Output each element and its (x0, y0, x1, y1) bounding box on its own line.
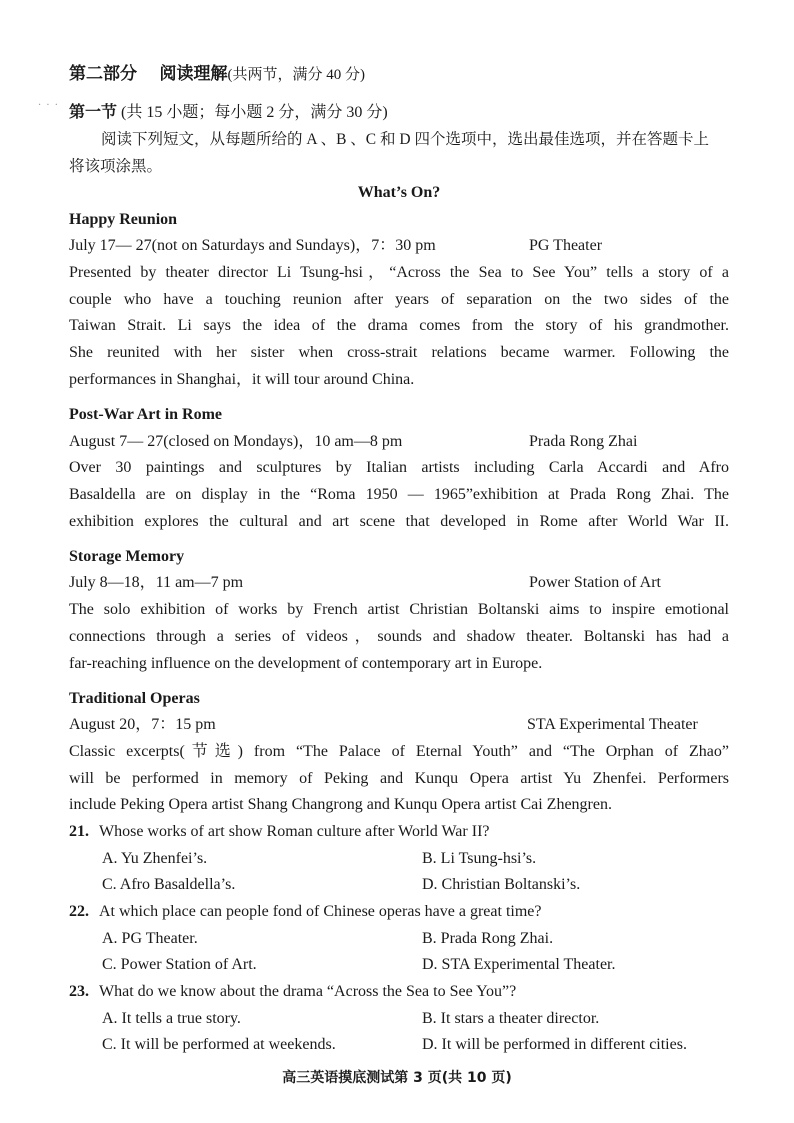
section-title: 第一节 (69, 104, 118, 121)
part-header (69, 64, 729, 85)
event-description-line: connections through a series of videos，sounds and shadow theater. Boltanski has had a (69, 628, 729, 645)
question-text: Whose works of art show Roman culture after World War II? (99, 823, 490, 840)
event-time: July 8—18，11 am—7 pm (69, 574, 244, 591)
event-time: August 20，7：15 pm (69, 716, 216, 733)
question-22 (69, 902, 729, 922)
event-time: August 7— 27(closed on Mondays)，10 am—8 pm (69, 433, 403, 450)
question-number: 21. (69, 823, 89, 840)
page-footer: 高三英语摸底测试第 3 页(共 10 页) (282, 1070, 512, 1086)
question-21 (69, 822, 729, 842)
option-c[interactable]: C. Afro Basaldella’s. (102, 876, 236, 893)
question-number: 22. (69, 903, 89, 920)
event-description-line: far-reaching influence on the development of contemporary art in Europe. (69, 655, 543, 672)
event-description-line: The solo exhibition of works by French artist Christian Boltanski aims to inspire emotional (69, 601, 729, 618)
event-description-line: will be performed in memory of Peking and Kunqu Opera artist Yu Zhenfei. Performers (69, 770, 729, 787)
event-venue: STA Experimental Theater (527, 716, 698, 733)
event-name-storage-memory: Storage Memory (69, 548, 185, 565)
option-a[interactable]: A. PG Theater. (102, 930, 198, 947)
option-d[interactable]: D. It will be performed in different cities. (422, 1036, 687, 1053)
event-description-line: couple who have a touching reunion after years of separation on the two sides of the (69, 291, 729, 308)
question-23 (69, 982, 729, 1002)
event-description-line: Classic excerpts(节选) from “The Palace of Eternal Youth” and “The Orphan of Zhao” (69, 743, 729, 760)
part-title: 第二部分 (69, 64, 137, 83)
section-header (69, 103, 729, 123)
part-note: (共两节，满分 40 分) (227, 67, 365, 83)
option-c[interactable]: C. It will be performed at weekends. (102, 1036, 336, 1053)
section-note: (共 15 小题；每小题 2 分，满分 30 分) (121, 104, 388, 121)
event-venue: Prada Rong Zhai (529, 433, 638, 450)
event-description-line: Taiwan Strait. Li says the idea of the drama comes from the story of his grandmother. (69, 317, 729, 334)
question-number: 23. (69, 983, 89, 1000)
option-a[interactable]: A. Yu Zhenfei’s. (102, 850, 208, 867)
event-name-post-war-art: Post-War Art in Rome (69, 406, 223, 423)
option-d[interactable]: D. Christian Boltanski’s. (422, 876, 581, 893)
question-text: What do we know about the drama “Across the Sea to See You”? (99, 983, 517, 1000)
option-a[interactable]: A. It tells a true story. (102, 1010, 241, 1027)
event-time: July 17— 27(not on Saturdays and Sundays)，7：30 pm (69, 237, 436, 254)
event-description-line: Presented by theater director Li Tsung-hsi，“Across the Sea to See You” tells a story of a (69, 264, 729, 281)
option-b[interactable]: B. It stars a theater director. (422, 1010, 600, 1027)
article-title: What’s On? (357, 184, 441, 201)
event-name-traditional-operas: Traditional Operas (69, 690, 200, 707)
event-name-happy-reunion: Happy Reunion (69, 211, 178, 228)
event-description-line: Basaldella are on display in the “Roma 1950 — 1965”exhibition at Prada Rong Zhai. The (69, 486, 729, 503)
margin-mark: · · · (38, 100, 59, 111)
event-description-line: performances in Shanghai，it will tour around China. (69, 371, 415, 388)
event-description-line: Over 30 paintings and sculptures by Italian artists including Carla Accardi and Afro (69, 459, 729, 476)
instruction-line-2: 将该项涂黑。 (69, 158, 163, 175)
event-description-line: She reunited with her sister when cross-strait relations became warmer. Following the (69, 344, 729, 361)
option-c[interactable]: C. Power Station of Art. (102, 956, 257, 973)
event-venue: PG Theater (529, 237, 603, 254)
event-venue: Power Station of Art (529, 574, 661, 591)
option-b[interactable]: B. Li Tsung-hsi’s. (422, 850, 537, 867)
event-description-line: include Peking Opera artist Shang Changrong and Kunqu Opera artist Cai Zhengren. (69, 796, 612, 813)
part-name: 阅读理解 (159, 64, 228, 83)
instruction-line-1: 阅读下列短文，从每题所给的 A 、B 、C 和 D 四个选项中，选出最佳选项，并在答题卡上 (101, 131, 709, 148)
option-b[interactable]: B. Prada Rong Zhai. (422, 930, 554, 947)
event-description-line: exhibition explores the cultural and art scene that developed in Rome after World War II. (69, 513, 729, 530)
question-text: At which place can people fond of Chinese operas have a great time? (99, 903, 542, 920)
option-d[interactable]: D. STA Experimental Theater. (422, 956, 616, 973)
